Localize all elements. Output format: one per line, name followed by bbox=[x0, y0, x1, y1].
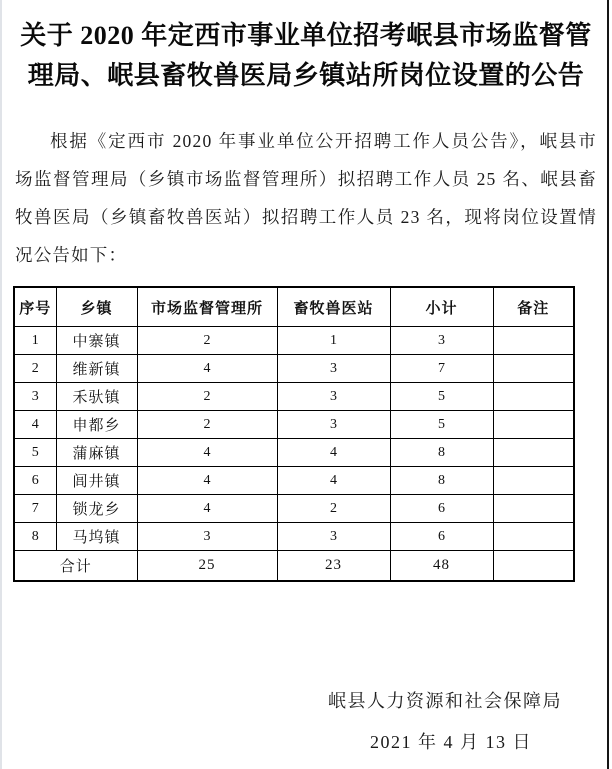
cell-town: 蒲麻镇 bbox=[56, 439, 137, 467]
cell-town: 锁龙乡 bbox=[56, 495, 137, 523]
cell-subtotal: 7 bbox=[390, 355, 493, 383]
page-title-line-1: 关于 2020 年定西市事业单位招考岷县市场监督管 bbox=[20, 21, 592, 50]
col-header-market-office: 市场监督管理所 bbox=[137, 287, 277, 327]
cell-no: 1 bbox=[14, 327, 56, 355]
cell-total-market: 25 bbox=[137, 551, 277, 582]
table-row bbox=[14, 439, 574, 467]
cell-total-note bbox=[493, 551, 574, 582]
issue-date: 2021 年 4 月 13 日 bbox=[370, 732, 532, 752]
cell-subtotal: 8 bbox=[390, 439, 493, 467]
cell-note bbox=[493, 523, 574, 551]
col-header-town: 乡镇 bbox=[56, 287, 137, 327]
cell-note bbox=[493, 439, 574, 467]
cell-note bbox=[493, 327, 574, 355]
cell-total-label: 合计 bbox=[14, 551, 137, 582]
table-row bbox=[14, 355, 574, 383]
cell-vet: 3 bbox=[277, 411, 390, 439]
cell-note bbox=[493, 383, 574, 411]
cell-no: 5 bbox=[14, 439, 56, 467]
cell-total-subtotal: 48 bbox=[390, 551, 493, 582]
table-header-row bbox=[14, 287, 574, 327]
cell-market: 2 bbox=[137, 327, 277, 355]
table-row bbox=[14, 383, 574, 411]
cell-vet: 2 bbox=[277, 495, 390, 523]
cell-no: 4 bbox=[14, 411, 56, 439]
cell-vet: 3 bbox=[277, 355, 390, 383]
cell-note bbox=[493, 467, 574, 495]
cell-subtotal: 6 bbox=[390, 495, 493, 523]
cell-market: 4 bbox=[137, 439, 277, 467]
cell-market: 4 bbox=[137, 467, 277, 495]
cell-subtotal: 3 bbox=[390, 327, 493, 355]
cell-no: 2 bbox=[14, 355, 56, 383]
cell-note bbox=[493, 355, 574, 383]
cell-subtotal: 6 bbox=[390, 523, 493, 551]
table-row bbox=[14, 467, 574, 495]
cell-subtotal: 5 bbox=[390, 383, 493, 411]
signature-block bbox=[0, 690, 612, 753]
page-title bbox=[0, 0, 612, 96]
cell-market: 3 bbox=[137, 523, 277, 551]
page-title-line-2: 理局、岷县畜牧兽医局乡镇站所岗位设置的公告 bbox=[27, 61, 585, 90]
col-header-note: 备注 bbox=[493, 287, 574, 327]
cell-no: 8 bbox=[14, 523, 56, 551]
table-row bbox=[14, 327, 574, 355]
cell-town: 禾驮镇 bbox=[56, 383, 137, 411]
cell-market: 4 bbox=[137, 355, 277, 383]
cell-total-vet: 23 bbox=[277, 551, 390, 582]
page-left-edge-line bbox=[0, 0, 2, 769]
cell-no: 6 bbox=[14, 467, 56, 495]
positions-table bbox=[13, 286, 575, 582]
cell-vet: 3 bbox=[277, 383, 390, 411]
cell-vet: 4 bbox=[277, 439, 390, 467]
cell-note bbox=[493, 495, 574, 523]
cell-town: 中寨镇 bbox=[56, 327, 137, 355]
cell-town: 马坞镇 bbox=[56, 523, 137, 551]
col-header-subtotal: 小计 bbox=[390, 287, 493, 327]
cell-market: 2 bbox=[137, 383, 277, 411]
cell-town: 闾井镇 bbox=[56, 467, 137, 495]
table-row bbox=[14, 411, 574, 439]
cell-vet: 3 bbox=[277, 523, 390, 551]
cell-vet: 4 bbox=[277, 467, 390, 495]
table-row bbox=[14, 495, 574, 523]
cell-note bbox=[493, 411, 574, 439]
intro-paragraph: 根据《定西市 2020 年事业单位公开招聘工作人员公告》，岷县市场监督管理局（乡镇市场监督管理所）拟招聘工作人员 25 名、岷县畜牧兽医局（乡镇畜牧兽医站）拟招聘工作人员 23 名，现将岗位设置情况公告如下： bbox=[15, 131, 597, 265]
cell-market: 4 bbox=[137, 495, 277, 523]
cell-subtotal: 8 bbox=[390, 467, 493, 495]
cell-subtotal: 5 bbox=[390, 411, 493, 439]
cell-town: 维新镇 bbox=[56, 355, 137, 383]
cell-no: 7 bbox=[14, 495, 56, 523]
table-total-row bbox=[14, 551, 574, 582]
table-row bbox=[14, 523, 574, 551]
cell-no: 3 bbox=[14, 383, 56, 411]
cell-market: 2 bbox=[137, 411, 277, 439]
cell-town: 申都乡 bbox=[56, 411, 137, 439]
page-right-edge-line bbox=[607, 0, 609, 769]
cell-vet: 1 bbox=[277, 327, 390, 355]
col-header-no: 序号 bbox=[14, 287, 56, 327]
col-header-vet-station: 畜牧兽医站 bbox=[277, 287, 390, 327]
issuing-authority: 岷县人力资源和社会保障局 bbox=[328, 691, 562, 711]
